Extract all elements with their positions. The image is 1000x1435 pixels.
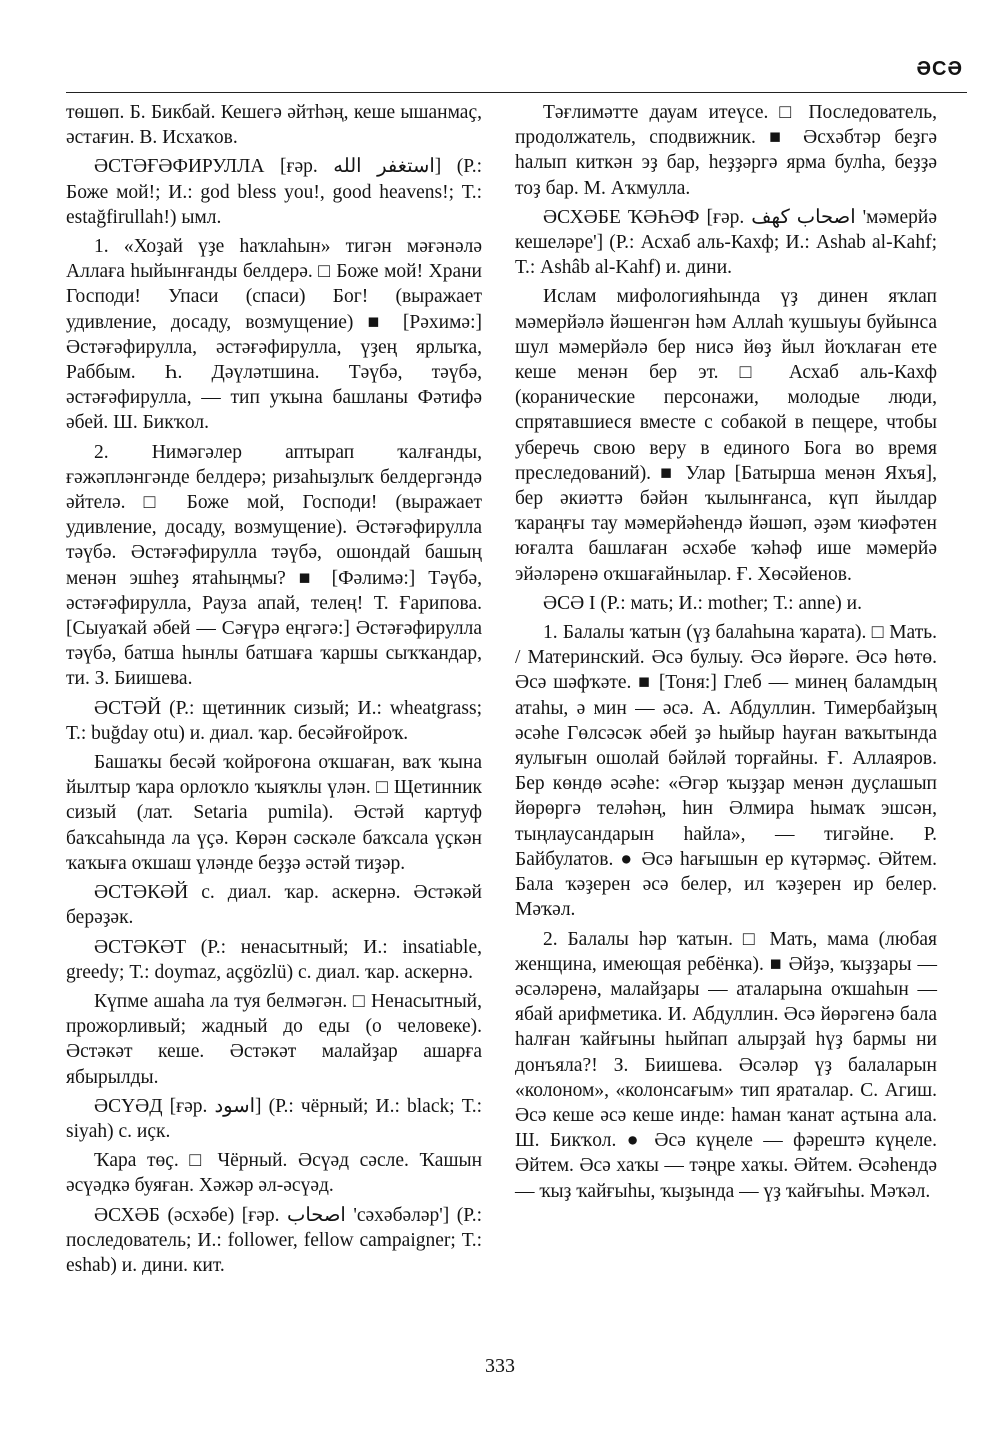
paragraph: Ислам мифологияһында үҙ динен яҡлап мәмерйәлә йәшенгән һәм Аллаһ ҡушыуы буйынса шул мәмерйәлә бер нисә йөҙ йыл йоҡлаған ете кеше менән бер эт. □ Асхаб аль-Кахф (коранические персонажи, молодые люди, спрятавшиеся вместе с собакой в пещере, чтобы уберечь свою веру в единого Бога во время преследований). ■ Улар [Батырша менән Яхъя], бер әкиәттә бәйән ҡылынғанса, күп йылдар ҡараңғы тау мәмерйәһендә йәшәп, әҙәм ҡиәфәтен юғалта башлаған әсхәбе ҡәһәф ише мәмерйә эйәләренә оҡшағайнылар. Ғ. Хөсәйенов.: [515, 286, 937, 585]
paragraph: ӘСТӘКӘТ (Р.: ненасытный; И.: insatiable, greedy; Т.: doymaz, açgözlü) с. диал. ҡар. аскернә.: [66, 936, 482, 983]
paragraph: ӘСТӘКӘЙ с. диал. ҡар. аскернә. Әстәкәй берәҙәк.: [66, 882, 482, 929]
page-number: 333: [485, 1355, 515, 1377]
paragraph: ӘСӘ I (Р.: мать; И.: mother; Т.: anne) и.: [543, 592, 862, 614]
paragraph: Башаҡы бесәй ҡойроғона оҡшаған, ваҡ ҡына йылтыр ҡара орлоҡло ҡыяҡлы үлән. □ Щетинник сизый (лат. Setaria pumila). Әстәй картуф баҡсаһында ла үҫә. Көрән сәскәле баҡсала үҫкән ҡаҡыға оҡшаш үләнде беҙҙә әстәй тиҙәр.: [66, 752, 482, 874]
header-rule: [66, 92, 967, 93]
paragraph: ӘСТӘЙ (Р.: щетинник сизый; И.: wheatgrass; Т.: buğday otu) и. диал. ҡар. бесәйғойроҡ.: [66, 697, 482, 744]
paragraph: ӘСХӘБЕ ҠӘҺӘФ [ғәр. اصحاب كهف 'мәмерйә кешеләре'] (Р.: Асхаб аль-Кахф; И.: Ashab al-Kahf; Т.: Ashâb al-Kahf) и. дини.: [515, 206, 938, 279]
paragraph: ӘСТӘҒӘФИРУЛЛА [ғәр. استغفر الله] (Р.: Боже мой!; И.: god bless you!, good heavens!; Т.: estağfirullah!) ымл.: [66, 156, 482, 228]
left-column: [66, 100, 482, 1282]
paragraph: 1. Балалы ҡатын (үҙ балаһына ҡарата). □ Мать. / Материнский. Әсә булыу. Әсә йөрәге. Әсә һөтө. Әсә шәфҡәте. ■ [Тоня:] Глеб — минең баламдың атаһы, ә мин — әсә. А. Абдуллин. Тимербайҙың әсәһе Гөлсәсәк әбей ҙә һыйыр һауған ваҡытында яулығын ошолай бәйләй торғайны. Ғ. Аллаяров. Бер көндө әсәһе: «Әгәр ҡыҙҙар менән дуҫлашып йөрөргә теләһәң, һин Әлмира һымаҡ эшсән, тыңлаусандарын һайла», — тигәйне. Р. Байбулатов. ● Әсә һағышын ер күтәрмәҫ. Әйтем. Бала ҡәҙерен әсә белер, ил ҡәҙерен ир белер. Мәҡәл.: [515, 622, 937, 921]
paragraph: Күпме ашаһа ла туя белмәгән. □ Ненасытный, прожорливый; жадный до еды (о человеке). Әстәкәт кеше. Әстәкәт малайҙар ашарға ябырылды.: [66, 990, 482, 1088]
paragraph: 2. Нимәгәлер аптырап ҡалғанды, ғәжәпләнгәнде белдерә; ризаһыҙлыҡ белдергәндә әйтелә. □ Боже мой, Господи! (выражает удивление, досаду, возмущение). Әстәғәфирулла тәүбә. Әстәғәфирулла тәүбә, ошондай башың менән эшһеҙ ятаһыңмы? ■ [Фәлимә:] Тәүбә, әстәғәфирулла, Рауза апай, телең! Т. Ғарипова. [Сыуаҡай әбей — Сәғүрә еңгәгә:] Әстәғәфирулла тәүбә, батша һынлы батшаға ҡаршы сыҡҡандар, ти. З. Биишева.: [66, 441, 482, 690]
right-column: [515, 100, 937, 1208]
paragraph: 1. «Хоҙай үҙе һаҡлаһын» тигән мәғәнәлә Аллаға һыйынғанды белдерә. □ Боже мой! Храни Господи! Упаси (спаси) Бог! (выражает удивление, досаду, возмущение) ■ [Рәхимә:] Әстәғәфирулла, әстәғәфирулла, үҙең ярлыҡа, Раббым. Һ. Дәүләтшина. Тәүбә, тәүбә, әстәғәфирулла, — тип уҡына башланы Фәтифә әбей. Ш. Бикҡол.: [66, 236, 482, 434]
paragraph: 2. Балалы һәр ҡатын. □ Мать, мама (любая женщина, имеющая ребёнка). ■ Әйҙә, ҡыҙҙары — әсәләренә, малайҙары — аталарына оҡшаһын — ябай арифметика. И. Абдуллин. Әсә йөрәгенә бала һалған ҡайғыны һыйпап алырҙай һүҙ бармы ни донъяла?! З. Биишева. Әсәләр үҙ балаларын «колоном», «колонсағым» тип яраталар. С. Агиш. Әсә кеше әсә кеше инде: һаман ҡанат аҫтына ала. Ш. Бикҡол. ● Әсә күңеле — фәрештә күңеле. Әйтем. Әсә хаҡы — тәңре хаҡы. Әйтем. Әсәһендә — ҡыҙ ҡайғыһы, ҡыҙында — үҙ ҡайғыһы. Мәҡәл.: [515, 928, 937, 1202]
running-head: ӘСӘ: [916, 58, 963, 80]
paragraph: ӘСХӘБ (әсхәбе) [ғәр. اصحاب 'сәхәбәләр'] (Р.: последователь; И.: follower, fellow campaigner; Т.: eshab) и. дини. кит.: [66, 1204, 482, 1276]
paragraph: Тәғлимәтте дауам итеүсе. □ Последователь, продолжатель, сподвижник. ■ Әсхәбтәр беҙгә һалып киткән эҙ бар, һеҙҙәргә ярма булһа, беҙҙә тоҙ бар. М. Аҡмулла.: [515, 102, 937, 199]
paragraph: төшөп. Б. Бикбай. Кешегә әйтһәң, кеше ышанмаҫ, әстағин. В. Исхаҡов.: [66, 102, 482, 149]
paragraph: ӘСҮӘД [ғәр. اسود] (Р.: чёрный; И.: black; Т.: siyah) с. иҫк.: [66, 1095, 482, 1142]
paragraph: Ҡара төҫ. □ Чёрный. Әсүәд сәсле. Ҡашын әсүәдкә буяған. Хәжәр әл-әсүәд.: [66, 1150, 482, 1197]
